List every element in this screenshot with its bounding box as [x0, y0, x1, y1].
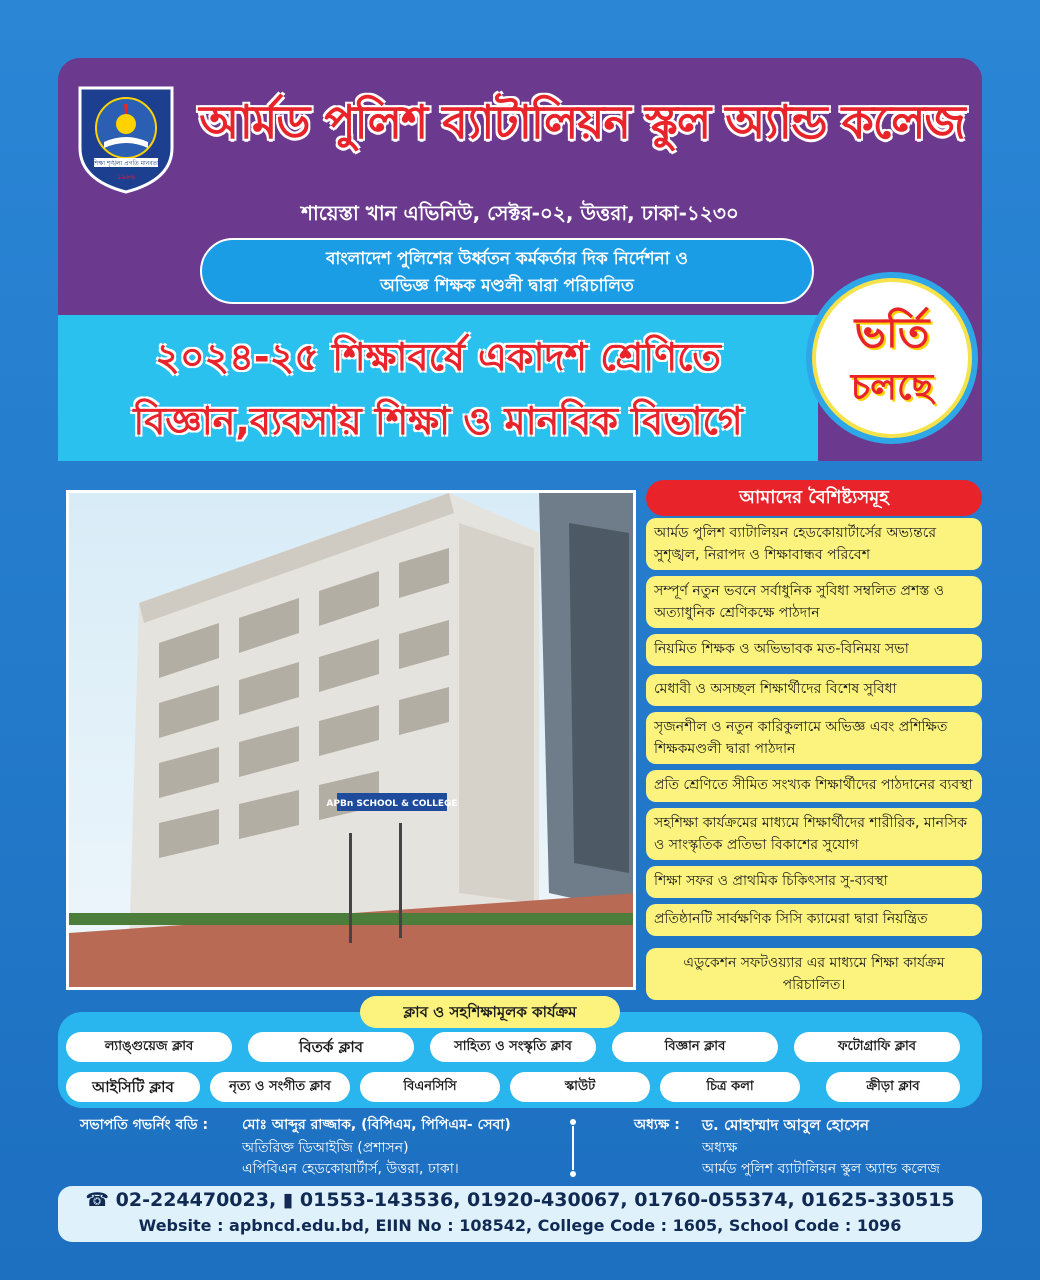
- principal-office: আর্মড পুলিশ ব্যাটালিয়ন স্কুল অ্যান্ড কলেজ: [702, 1161, 940, 1177]
- school-title: আর্মড পুলিশ ব্যাটালিয়ন স্কুল অ্যান্ড কলেজ: [199, 95, 965, 149]
- clubs-heading: ক্লাব ও সহশিক্ষামূলক কার্যক্রম: [360, 996, 620, 1028]
- feature-item: নিয়মিত শিক্ষক ও অভিভাবক মত-বিনিময় সভা: [646, 634, 982, 666]
- logo-motto: শিক্ষা শৃঙ্খলা প্রগতি মানবতা: [93, 160, 159, 167]
- principal-title: অধ্যক্ষ: [702, 1140, 738, 1156]
- chair-label: সভাপতি গভর্নিং বডি :: [80, 1117, 209, 1133]
- club-pill: ল্যাঙ্গুয়েজ ক্লাব: [66, 1032, 232, 1062]
- directive-line-1: বাংলাদেশ পুলিশের উর্ধ্বতন কর্মকর্তার দিক নির্দেশনা ও: [325, 249, 689, 269]
- school-building-photo: [66, 490, 636, 990]
- feature-item: আর্মড পুলিশ ব্যাটালিয়ন হেডকোয়ার্টার্সের অভ্যন্তরে সুশৃঙ্খল, নিরাপদ ও শিক্ষাবান্ধব পরিবেশ: [646, 518, 982, 570]
- feature-item: সম্পূর্ণ নতুন ভবনে সর্বাধুনিক সুবিধা সম্বলিত প্রশস্ত ও অত্যাধুনিক শ্রেণিকক্ষে পাঠদান: [646, 576, 982, 628]
- school-address: শায়েস্তা খান এভিনিউ, সেক্টর-০২, উত্তরা, ঢাকা-১২৩০: [301, 201, 739, 225]
- chair-name: মোঃ আব্দুর রাজ্জাক, (বিপিএম, পিপিএম- সেবা): [242, 1117, 511, 1133]
- feature-item: সহশিক্ষা কার্যক্রমের মাধ্যমে শিক্ষার্থীদের শারীরিক, মানসিক ও সাংস্কৃতিক প্রতিভা বিকাশের সুযোগ: [646, 808, 982, 860]
- principal-label: অধ্যক্ষ :: [634, 1117, 680, 1133]
- admission-line-2: বিজ্ঞান,ব্যবসায় শিক্ষা ও মানবিক বিভাগে: [133, 399, 743, 443]
- chair-office: এপিবিএন হেডকোয়ার্টার্স, উত্তরা, ঢাকা।: [242, 1161, 459, 1177]
- club-pill: ফটোগ্রাফি ক্লাব: [794, 1032, 960, 1062]
- club-pill: স্কাউট: [510, 1072, 650, 1102]
- principal-name: ড. মোহাম্মাদ আবুল হোসেন: [702, 1116, 869, 1134]
- club-pill: বিজ্ঞান ক্লাব: [612, 1032, 778, 1062]
- chair-title: অতিরিক্ত ডিআইজি (প্রশাসন): [242, 1140, 409, 1156]
- contact-bar: [58, 1186, 982, 1242]
- club-pill: আইসিটি ক্লাব: [66, 1072, 200, 1102]
- landline-number: 02-224470023,: [115, 1189, 277, 1211]
- club-pill: নৃত্য ও সংগীত ক্লাব: [210, 1072, 350, 1102]
- club-pill: ক্রীড়া ক্লাব: [826, 1072, 960, 1102]
- directive-pill: [200, 238, 814, 304]
- features-heading: আমাদের বৈশিষ্ট্যসমূহ: [646, 480, 982, 516]
- mobile-icon: ▮: [282, 1189, 294, 1211]
- badge-line-1: ভর্তি: [854, 308, 930, 357]
- feature-item: প্রতি শ্রেণিতে সীমিত সংখ্যক শিক্ষার্থীদের পাঠদানের ব্যবস্থা: [646, 770, 982, 802]
- building-sign: APBn SCHOOL & COLLEGE: [326, 799, 458, 809]
- admission-badge: [812, 278, 972, 438]
- feature-item: প্রতিষ্ঠানটি সার্বক্ষণিক সিসি ক্যামেরা দ্বারা নিয়ন্ত্রিত: [646, 904, 982, 936]
- club-pill: বিএনসিসি: [360, 1072, 500, 1102]
- admission-line-1: ২০২৪-২৫ শিক্ষাবর্ষে একাদশ শ্রেণিতে: [155, 335, 721, 379]
- club-pill: চিত্র কলা: [660, 1072, 800, 1102]
- club-pill: বিতর্ক ক্লাব: [248, 1032, 414, 1062]
- telephone-icon: ☎: [85, 1189, 110, 1211]
- contact-website-codes: Website : apbncd.edu.bd, EIIN No : 108542, College Code : 1605, School Code : 1096: [138, 1216, 902, 1235]
- divider-line: [570, 1118, 576, 1178]
- mobile-numbers: 01553-143536, 01920-430067, 01760-055374, 01625-330515: [299, 1189, 955, 1211]
- feature-item: এডুকেশন সফটওয়্যার এর মাধ্যমে শিক্ষা কার্যক্রম পরিচালিত।: [646, 948, 982, 1000]
- feature-item: শিক্ষা সফর ও প্রাথমিক চিকিৎসার সু-ব্যবস্থা: [646, 866, 982, 898]
- feature-item: মেধাবী ও অসচ্ছল শিক্ষার্থীদের বিশেষ সুবিধা: [646, 674, 982, 706]
- contact-phones: [58, 1186, 982, 1214]
- directive-line-2: অভিজ্ঞ শিক্ষক মণ্ডলী দ্বারা পরিচালিত: [380, 276, 634, 296]
- feature-item: সৃজনশীল ও নতুন কারিকুলামে অভিজ্ঞ এবং প্রশিক্ষিত শিক্ষকমণ্ডলী দ্বারা পাঠদান: [646, 712, 982, 764]
- school-logo: [74, 82, 178, 194]
- logo-year: ১৯৮৬: [116, 173, 136, 181]
- badge-line-2: চলছে: [850, 367, 934, 408]
- club-pill: সাহিত্য ও সংস্কৃতি ক্লাব: [430, 1032, 596, 1062]
